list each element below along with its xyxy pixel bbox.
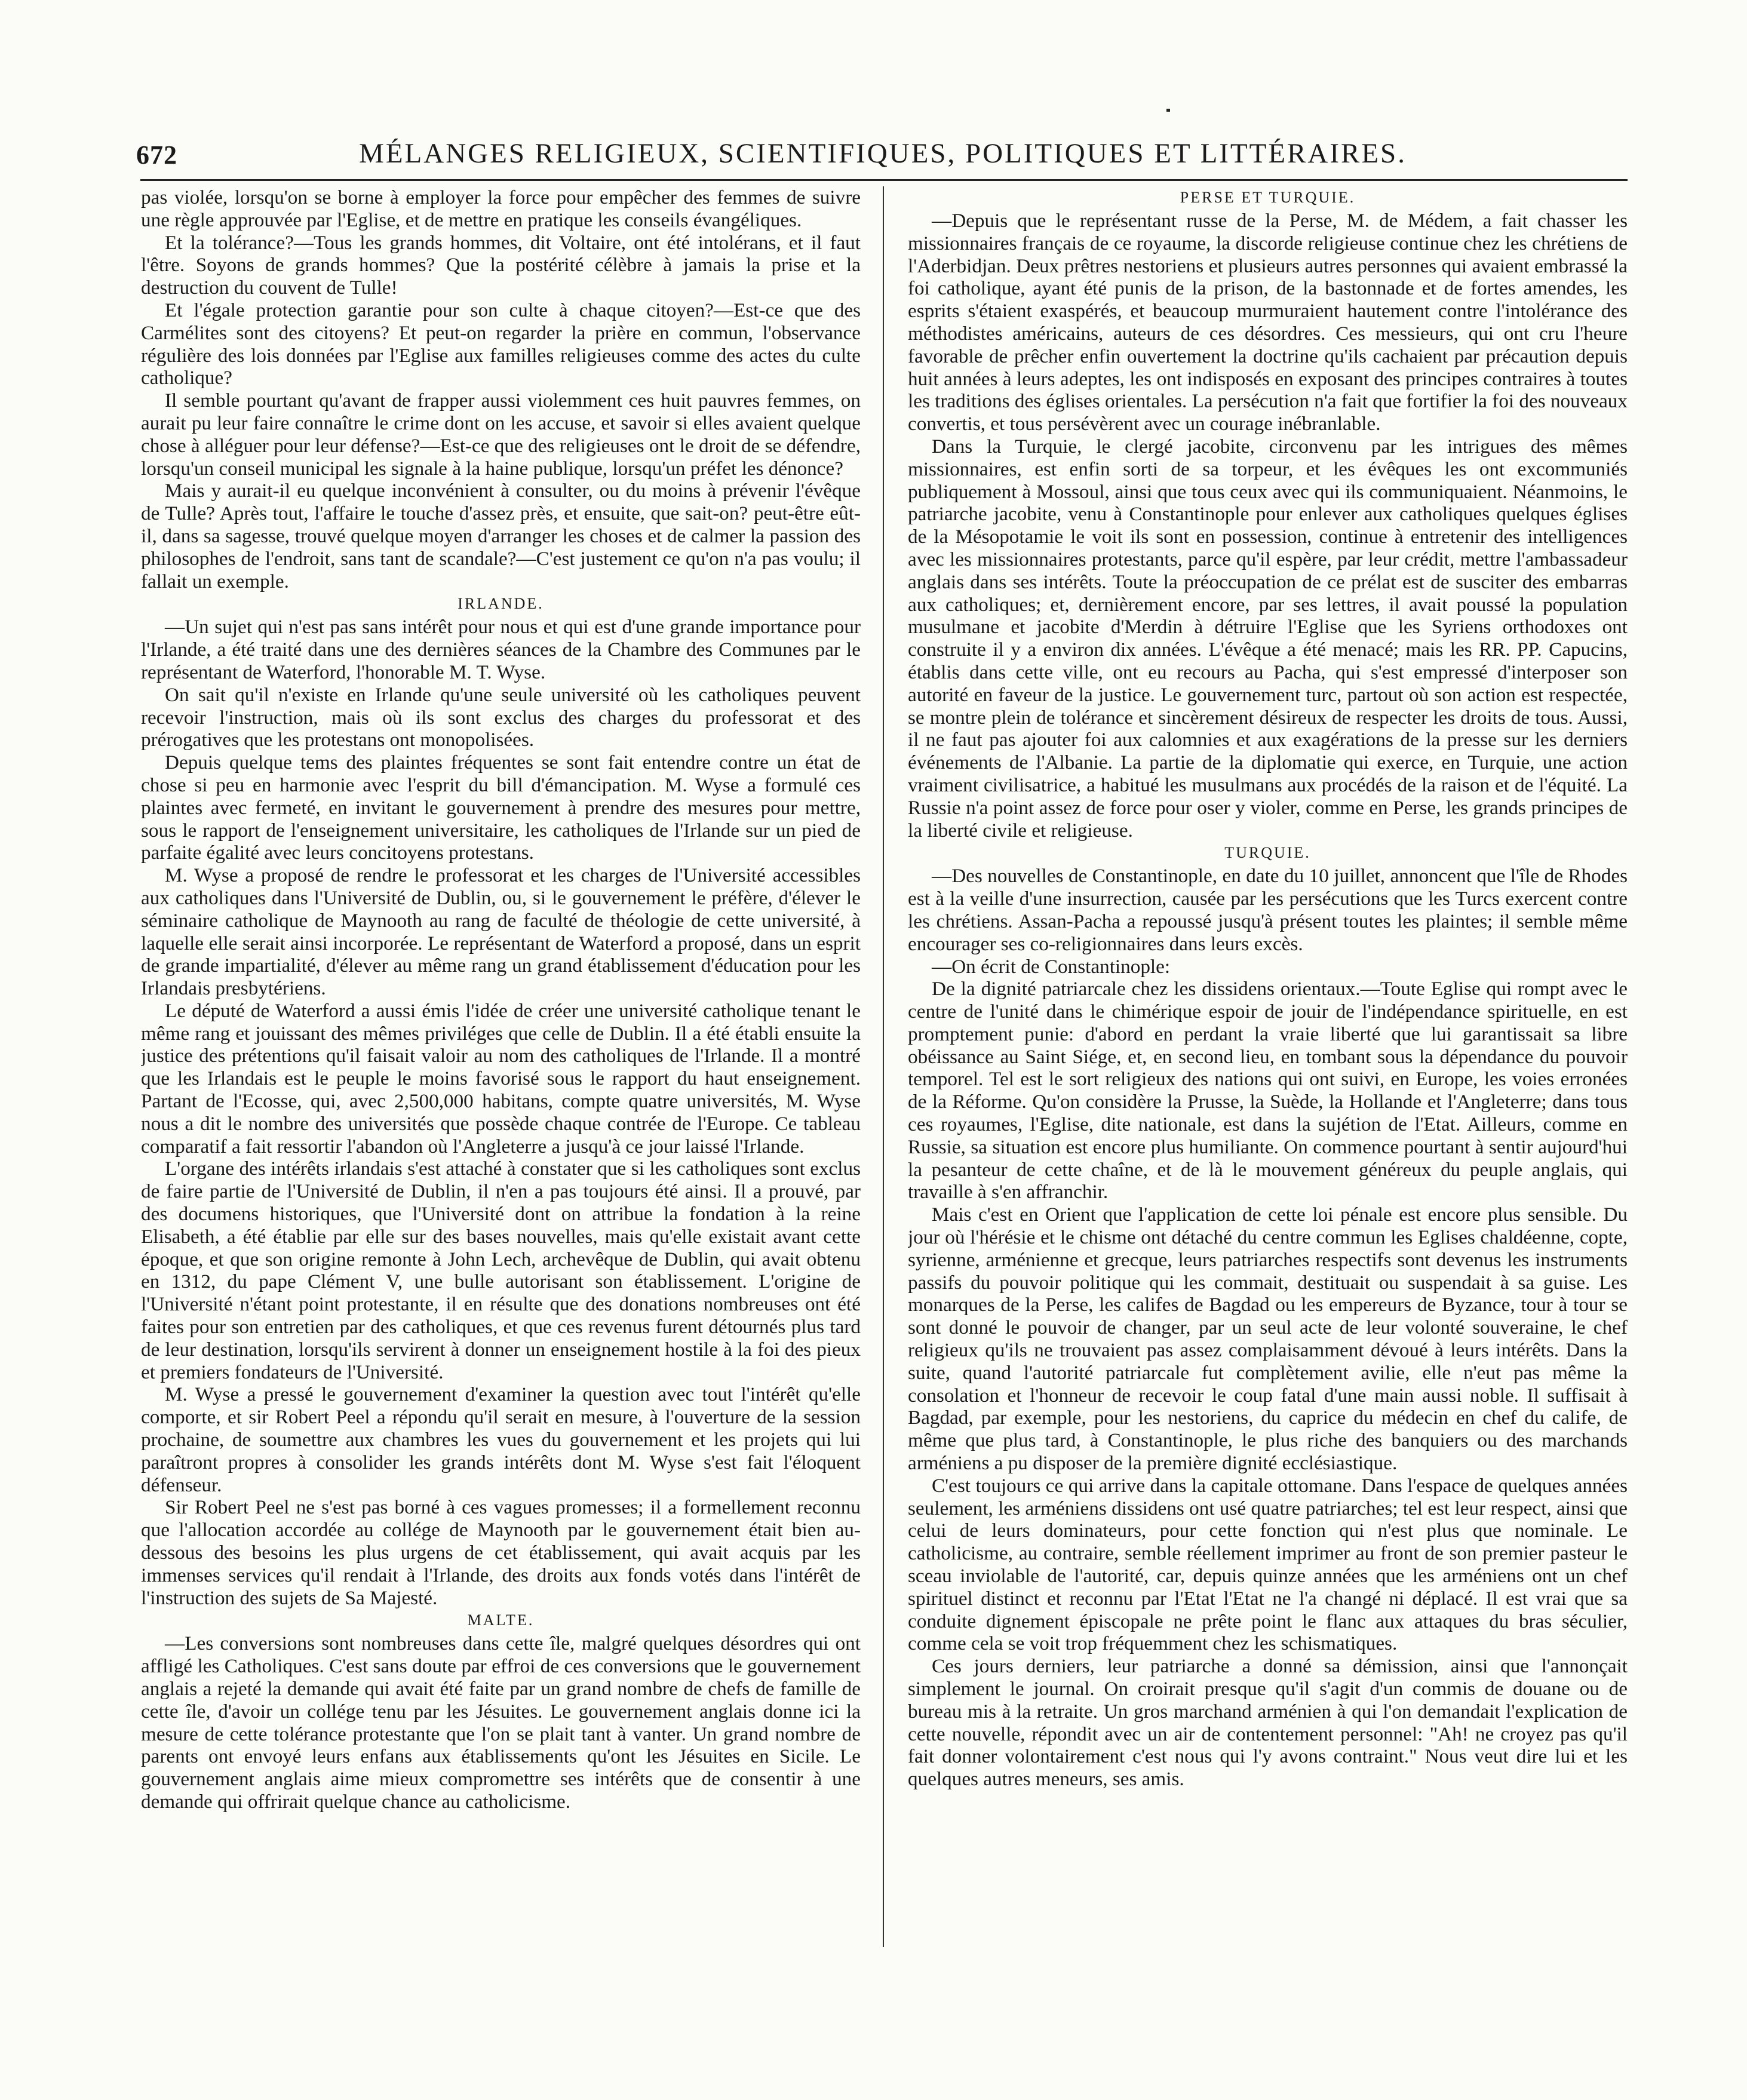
ink-dot <box>1166 109 1170 112</box>
paragraph: Dans la Turquie, le clergé jacobite, circonvenu par les intrigues des mêmes missionnaires, est enfin sorti de sa torpeur, et les évêques les ont excommuniés publiquement à Mossoul, ainsi que tous ceux avec qui ils communiquaient. Néanmoins, le patriarche jacobite, venu à Constantinople pour enlever aux catholiques quelques églises de la Mésopotamie le voit ils sont en possession, continue à entretenir des intelligences avec les missionnaires protestants, parce qu'il espère, par leur crédit, mettre l'ambassadeur anglais dans ses intérêts. Toute la préoccupation de ce prélat est de susciter des embarras aux catholiques; et, dernièrement encore, par ses lettres, il avait poussé la population musulmane et jacobite d'Merdin à détruire l'Eglise que les Syriens orthodoxes ont construite il y a environ dix années. L'évêque a été menacé; mais les RR. PP. Capucins, établis dans cette ville, ont eu recours au Pacha, qui s'est empressé d'interposer son autorité en faveur de la justice. Le gouvernement turc, partout où son action est respectée, se montre plein de tolérance et sincèrement désireux de respecter les droits de tous. Aussi, il ne faut pas ajouter foi aux calomnies et aux exagérations de la presse sur les derniers événements de l'Albanie. La partie de la diplomatie qui exerce, en Turquie, une action vraiment civilisatrice, a habitué les musulmans aux procédés de la raison et de l'équité. La Russie n'a point assez de force pour oser y violer, comme en Perse, les grands principes de la liberté civile et religieuse. <box>908 435 1628 842</box>
paragraph: —Un sujet qui n'est pas sans intérêt pour nous et qui est d'une grande importance pour l'Irlande, a été traité dans une des dernières séances de la Chambre des Communes par le représentant de Waterford, l'honorable M. T. Wyse. <box>141 616 861 683</box>
paragraph: De la dignité patriarcale chez les dissidens orientaux.—Toute Eglise qui rompt avec le centre de l'unité dans le chimérique espoir de jouir de l'indépendance spirituelle, en est promptement punie: d'abord en perdant la vraie liberté que lui garantissait sa libre obéissance au Saint Siége, et, en second lieu, en tombant sous la dépendance du pouvoir temporel. Tel est le sort religieux des nations qui ont suivi, en Europe, les voies erronées de la Réforme. Qu'on considère la Prusse, la Suède, la Hollande et l'Angleterre; dans tous ces royaumes, l'Eglise, dite nationale, est dans la sujétion de l'Etat. Ailleurs, comme en Russie, sa situation est encore plus humiliante. On commence pourtant à sentir aujourd'hui la pesanteur de cette chaîne, et de là le mouvement généreux du peuple anglais, qui travaille à s'en affranchir. <box>908 978 1628 1203</box>
paragraph: Et la tolérance?—Tous les grands hommes, dit Voltaire, ont été intolérans, et il faut l'être. Soyons de grands hommes? Que la postérité célèbre à jamais la prise et la destruction du couvent de Tulle! <box>141 231 861 299</box>
left-column <box>141 186 861 2008</box>
paragraph: M. Wyse a pressé le gouvernement d'examiner la question avec tout l'intérêt qu'elle comporte, et sir Robert Peel a répondu qu'il serait en mesure, à l'ouverture de la session prochaine, de soumettre aux chambres les vues du gouvernement et les projets qui lui paraîtront propres à consolider les grands intérêts dont M. Wyse s'est fait l'éloquent défenseur. <box>141 1383 861 1496</box>
paragraph: —On écrit de Constantinople: <box>932 955 1171 978</box>
section-heading-turquie: TURQUIE. <box>1224 844 1311 862</box>
paragraph: C'est toujours ce qui arrive dans la capitale ottomane. Dans l'espace de quelques années seulement, les arméniens dissidens ont usé quatre patriarches; tel est leur respect, ainsi que celui de leurs dominateurs, pour cette fonction qui n'est plus que nominale. Le catholicisme, au contraire, semble réellement imprimer au front de son premier pasteur le sceau inviolable de l'autorité, car, depuis quinze années que les arméniens ont un chef spirituel distinct et reconnu par l'Etat l'Etat ne l'a changé ni déplacé. Il est vrai que sa conduite dignement épiscopale ne prête point le flanc aux attaques du bras séculier, comme cela se voit trop fréquemment chez les schismatiques. <box>908 1474 1628 1655</box>
paragraph: pas violée, lorsqu'on se borne à employer la force pour empêcher des femmes de suivre une règle approuvée par l'Eglise, et de mettre en pratique les conseils évangéliques. <box>141 186 861 231</box>
section-heading-irlande: IRLANDE. <box>458 595 544 613</box>
right-column <box>908 186 1628 2008</box>
header-rule <box>140 179 1628 181</box>
paragraph: —Des nouvelles de Constantinople, en date du 10 juillet, annoncent que l'île de Rhodes est à la veille d'une insurrection, causée par les persécutions que les Turcs exercent contre les chrétiens. Assan-Pacha a repoussé jusqu'à présent toutes les plaintes; il semble même encourager ses co-religionnaires dans leurs excès. <box>908 865 1628 955</box>
paragraph: Mais c'est en Orient que l'application de cette loi pénale est encore plus sensible. Du jour où l'hérésie et le chisme ont détaché du centre commun les Eglises chaldéenne, copte, syrienne, arménienne et grecque, leurs patriarches respectifs sont devenus les instruments passifs du pouvoir politique qui les commait, destituait ou suspendait à sa guise. Les monarques de la Perse, les califes de Bagdad ou les empereurs de Byzance, tour à tour se sont donné le pouvoir de changer, par un seul acte de leur volonté souveraine, le chef religieux qu'ils ne trouvaient pas assez complaisamment dévoué à leurs intérêts. Dans la suite, quand l'autorité patriarcale fut complètement avilie, elle n'eut pas même la consolation et l'honneur de recevoir le coup fatal d'une main aussi noble. Il suffisait à Bagdad, par exemple, pour les nestoriens, du caprice du médecin en chef du calife, de même que plus tard, à Constantinople, le plus riche des banquiers ou des marchands arméniens a pu disposer de la première dignité ecclésiastique. <box>908 1203 1628 1475</box>
paragraph: On sait qu'il n'existe en Irlande qu'une seule université où les catholiques peuvent recevoir l'instruction, mais où ils sont exclus des charges du professorat et des prérogatives que les protestans ont monopolisées. <box>141 683 861 751</box>
column-divider <box>883 186 884 1947</box>
running-title: MÉLANGES RELIGIEUX, SCIENTIFIQUES, POLITIQUES ET LITTÉRAIRES. <box>359 138 1407 169</box>
paragraph: Le député de Waterford a aussi émis l'idée de créer une université catholique tenant le même rang et jouissant des mêmes priviléges que celle de Dublin. Il a été établi ensuite la justice des prétentions qu'il faisait valoir au nom des catholiques de l'Irlande. Il a montré que les Irlandais est le peuple le moins favorisé sous le rapport du haut enseignement. Partant de l'Ecosse, qui, avec 2,500,000 habitans, compte quatre universités, M. Wyse nous a dit le nombre des universités que possède chaque contrée de l'Europe. Ce tableau comparatif a fait ressortir l'abandon où l'Angleterre a jusqu'à ce jour laissé l'Irlande. <box>141 999 861 1158</box>
page-header <box>136 137 1629 173</box>
paragraph: Depuis quelque tems des plaintes fréquentes se sont fait entendre contre un état de chose si peu en harmonie avec l'esprit du bill d'émancipation. M. Wyse a formulé ces plaintes avec fermeté, en invitant le gouvernement à prendre des mesures pour mettre, sous le rapport de l'enseignement universitaire, les catholiques de l'Irlande sur un pied de parfaite égalité avec leurs concitoyens protestans. <box>141 751 861 864</box>
paragraph: Ces jours derniers, leur patriarche a donné sa démission, ainsi que l'annonçait simplement le journal. On croirait presque qu'il s'agit d'un commis de douane ou de bureau mis à la retraite. Un gros marchand arménien à qui l'on demandait l'explication de cette nouvelle, répondit avec un air de contentement personnel: "Ah! ne croyez pas qu'il fait donner volontairement c'est nous qui l'y avons contraint." Nous veut dire lui et les quelques autres meneurs, ses amis. <box>908 1655 1628 1791</box>
section-heading-malte: MALTE. <box>467 1611 535 1629</box>
paragraph: Il semble pourtant qu'avant de frapper aussi violemment ces huit pauvres femmes, on aurait pu leur faire connaître le crime dont on les accuse, et savoir si elles avaient quelque chose à alléguer pour leur défense?—Est-ce que des religieuses ont le droit de se défendre, lorsqu'un conseil municipal les signale à la haine publique, lorsqu'un préfet les dénonce? <box>141 389 861 480</box>
paragraph: Et l'égale protection garantie pour son culte à chaque citoyen?—Est-ce que des Carmélites sont des citoyens? Et peut-on regarder la prière en commun, l'observance régulière des lois données par l'Eglise aux familles religieuses comme des actes du culte catholique? <box>141 299 861 389</box>
paragraph: —Les conversions sont nombreuses dans cette île, malgré quelques désordres qui ont affligé les Catholiques. C'est sans doute par effroi de ces conversions que le gouvernement anglais a rejeté la demande qui avait été faite par un grand nombre de chefs de famille de cette île, d'avoir un collége tenu par les Jésuites. Le gouvernement anglais donne ici la mesure de cette tolérance protestante que l'on se plait tant à vanter. Un grand nombre de parents ont envoyé leurs enfans aux établissements qu'ont les Jésuites en Sicile. Le gouvernement anglais aime mieux compromettre ses intérêts que de consentir à une demande qui offrirait quelque chance au catholicisme. <box>141 1632 861 1813</box>
paragraph: —Depuis que le représentant russe de la Perse, M. de Médem, a fait chasser les missionnaires français de ce royaume, la discorde religieuse continue chez les chrétiens de l'Aderbidjan. Deux prêtres nestoriens et plusieurs autres personnes qui avaient embrassé la foi catholique, ayant été punis de la prison, de la bastonnade et de fortes amendes, les esprits s'étaient exaspérés, et beaucoup murmuraient hautement contre l'intolérance des méthodistes américains, auteurs de ces désordres. Ces messieurs, qui ont cru l'heure favorable de prêcher enfin ouvertement la doctrine qu'ils cachaient par précaution depuis huit années à leurs adeptes, les ont indisposés en exposant des principes contraires à toutes les traditions des églises orientales. La persécution n'a fait que fortifier la foi des nouveaux convertis, et tous persévèrent avec un courage inébranlable. <box>908 210 1628 435</box>
section-heading-perse-turquie: PERSE ET TURQUIE. <box>1180 189 1356 206</box>
paragraph: M. Wyse a proposé de rendre le professorat et les charges de l'Université accessibles aux catholiques dans l'Université de Dublin, ou, si le gouvernement le préfère, d'élever le séminaire catholique de Maynooth au rang de faculté de théologie de cette université, à laquelle elle serait ainsi incorporée. Le représentant de Waterford a proposé, dans un esprit de grande impartialité, d'élever au même rang un grand établissement d'éducation pour les Irlandais presbytériens. <box>141 864 861 1000</box>
page-number: 672 <box>136 140 177 170</box>
paragraph: Sir Robert Peel ne s'est pas borné à ces vagues promesses; il a formellement reconnu que l'allocation accordée au collége de Maynooth par le gouvernement était bien au-dessous des besoins les plus urgens de cet établissement, qui avait acquis par les immenses services qu'il rendait à l'Irlande, des droits aux fonds votés dans l'intérêt de l'instruction des sujets de Sa Majesté. <box>141 1496 861 1609</box>
paragraph: Mais y aurait-il eu quelque inconvénient à consulter, ou du moins à prévenir l'évêque de Tulle? Après tout, l'affaire le touche d'assez près, et ensuite, que sait-on? peut-être eût-il, dans sa sagesse, trouvé quelque moyen d'arranger les choses et de calmer la passion des philosophes de l'endroit, sans tant de scandale?—C'est justement ce qu'on n'a pas voulu; il fallait un exemple. <box>141 480 861 592</box>
paragraph: L'organe des intérêts irlandais s'est attaché à constater que si les catholiques sont exclus de faire partie de l'Université de Dublin, il n'en a pas toujours été ainsi. Il a prouvé, par des documens historiques, que l'Université dont on attribue la fondation à la reine Elisabeth, a été établie par elle sur des bases nouvelles, mais qu'elle existait avant cette époque, et que son origine remonte à John Lech, archevêque de Dublin, qui avait obtenu en 1312, du pape Clément V, une bulle autorisant son établissement. L'origine de l'Université n'étant point protestante, il en résulte que des donations nombreuses ont été faites pour son entretien par des catholiques, et que ces revenus furent détournés plus tard de leur destination, lorsqu'ils servirent à donner un enseignement hostile à la foi des pieux et premiers fondateurs de l'Université. <box>141 1158 861 1383</box>
